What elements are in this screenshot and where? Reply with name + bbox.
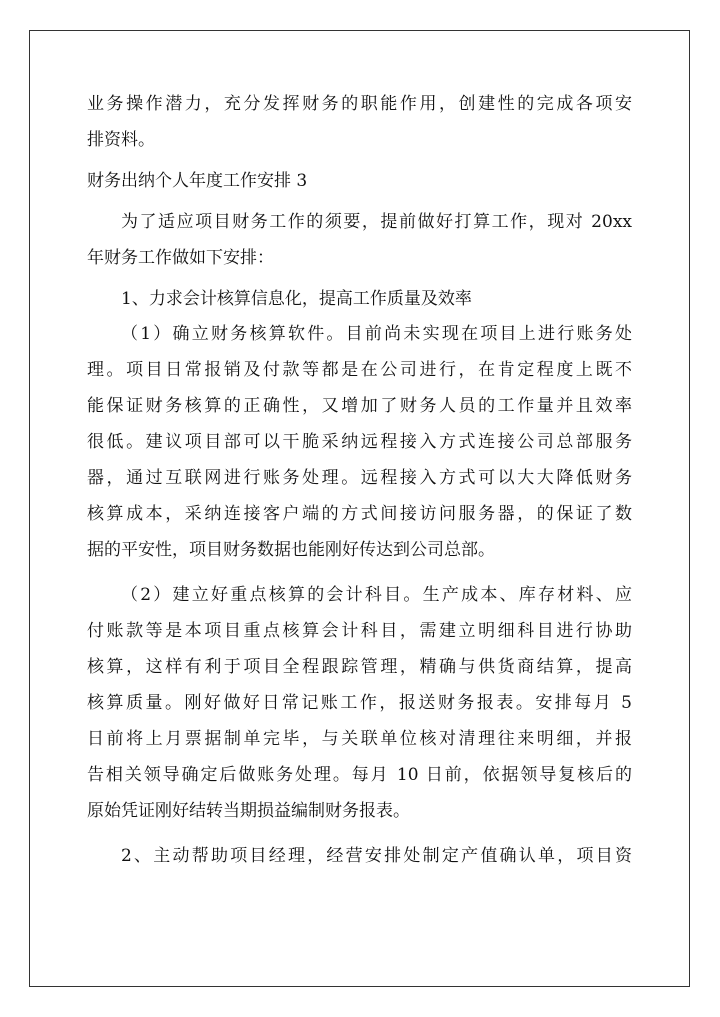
- text-line-13: 据的平安性，项目财务数据也能刚好传达到公司总部。: [87, 540, 495, 560]
- text-line-8: 理。项目日常报销及付款等都是在公司进行，在肯定程度上既不: [87, 360, 632, 380]
- text-line-19: 告相关领导确定后做账务处理。每月 10 日前，依据领导复核后的: [87, 765, 632, 785]
- text-line-17: 核算质量。刚好做好日常记账工作，报送财务报表。安排每月 5: [87, 693, 632, 713]
- text-line-7: （1）确立财务核算软件。目前尚未实现在项目上进行账务处: [121, 324, 632, 344]
- text-line-21: 2、主动帮助项目经理，经营安排处制定产值确认单，项目资: [121, 846, 632, 866]
- section-heading: 财务出纳个人年度工作安排 3: [87, 171, 308, 191]
- text-line-2: 排资料。: [87, 130, 155, 150]
- text-line-15: 付账款等是本项目重点核算会计科目，需建立明细科目进行协助: [87, 621, 632, 641]
- item-heading-1: 1、力求会计核算信息化，提高工作质量及效率: [121, 289, 472, 309]
- text-line-11: 器，通过互联网进行账务处理。远程接入方式可以大大降低财务: [87, 468, 632, 488]
- text-line-14: （2）建立好重点核算的会计科目。生产成本、库存材料、应: [121, 585, 632, 605]
- text-line-20: 原始凭证刚好结转当期损益编制财务报表。: [87, 801, 410, 821]
- text-line-1: 业务操作潜力，充分发挥财务的职能作用，创建性的完成各项安: [87, 94, 632, 114]
- text-line-12: 核算成本，采纳连接客户端的方式间接访问服务器，的保证了数: [87, 504, 632, 524]
- text-line-16: 核算，这样有利于项目全程跟踪管理，精确与供货商结算，提高: [87, 657, 632, 677]
- text-line-4: 为了适应项目财务工作的须要，提前做好打算工作，现对 20xx: [121, 212, 632, 232]
- text-line-9: 能保证财务核算的正确性，又增加了财务人员的工作量并且效率: [87, 396, 632, 416]
- text-line-5: 年财务工作做如下安排：: [87, 248, 274, 268]
- text-line-18: 日前将上月票据制单完毕，与关联单位核对清理往来明细，并报: [87, 729, 632, 749]
- text-line-10: 很低。建议项目部可以干脆采纳远程接入方式连接公司总部服务: [87, 432, 632, 452]
